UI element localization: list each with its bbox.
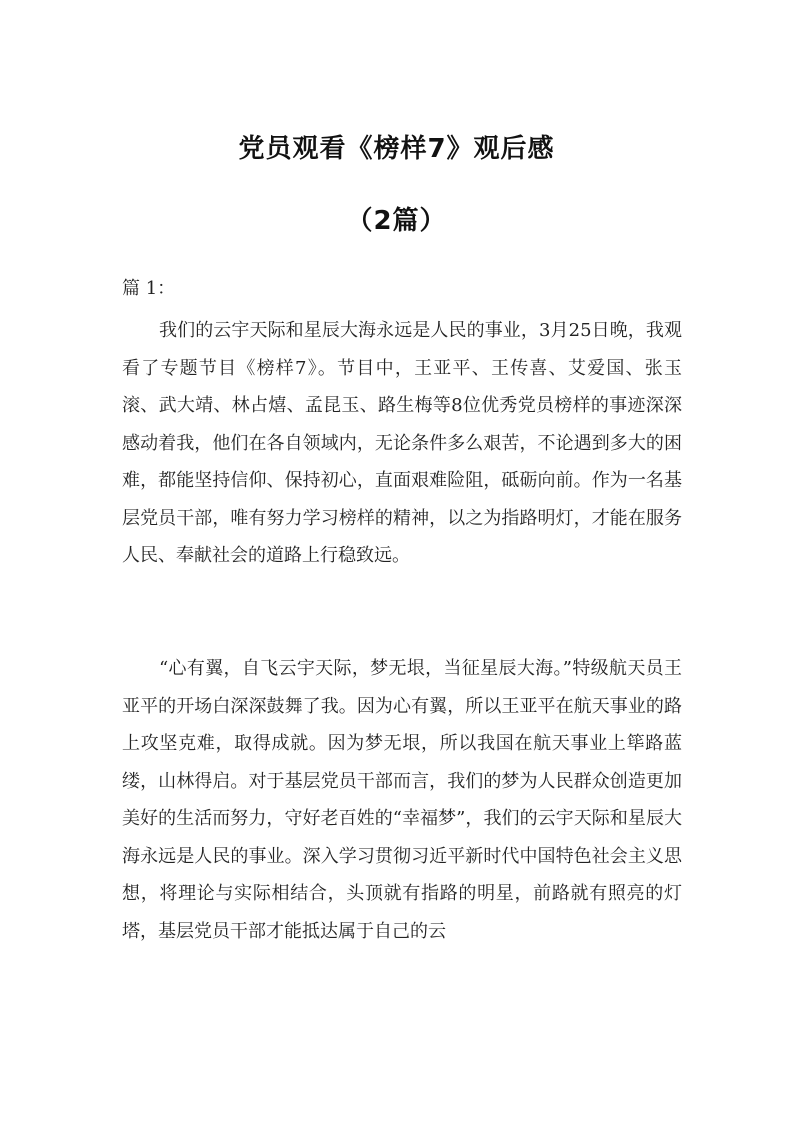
body-paragraph-1: 我们的云宇天际和星辰大海永远是人民的事业，3月25日晚，我观看了专题节目《榜样7》。节目中，王亚平、王传喜、艾爱国、张玉滚、武大靖、林占熺、孟昆玉、路生梅等8位优秀党员榜样的事迹深深感动着我，他们在各自领域内，无论条件多么艰苦，不论遇到多大的困难，都能坚持信仰、保持初心，直面艰难险阻，砥砺向前。作为一名基层党员干部，唯有努力学习榜样的精神，以之为指路明灯，才能在服务人民、奉献社会的道路上行稳致远。 (122, 320, 682, 566)
section-label: 篇 1： (122, 278, 176, 299)
body-paragraph-2: “心有翼，自飞云宇天际，梦无垠，当征星辰大海。”特级航天员王亚平的开场白深深鼓舞了我。因为心有翼，所以王亚平在航天事业的路上攻坚克难，取得成就。因为梦无垠，所以我国在航天事业上筚路蓝缕，山林得启。对于基层党员干部而言，我们的梦为人民群众创造更加美好的生活而努力，守好老百姓的“幸福梦”，我们的云宇天际和星辰大海永远是人民的事业。深入学习贯彻习近平新时代中国特色社会主义思想，将理论与实际相结合，头顶就有指路的明星，前路就有照亮的灯塔，基层党员干部才能抵达属于自己的云 (122, 658, 682, 942)
document-subtitle: （2篇） (346, 206, 447, 236)
document-title: 党员观看《榜样7》观后感 (238, 134, 555, 164)
